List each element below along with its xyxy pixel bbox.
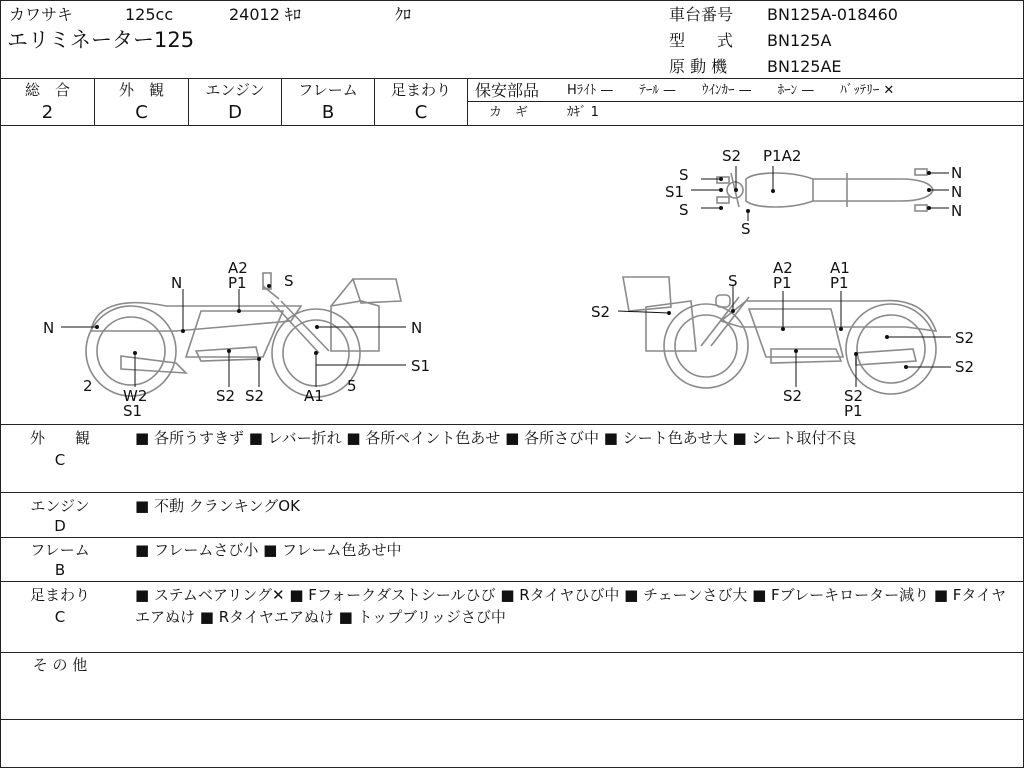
label-left-w2: W2 [123,387,148,405]
engine-model-label: 原 動 機 [669,57,728,76]
label-left-2: 2 [83,377,93,395]
section-suspension-text: ■ ステムベアリング✕ ■ Fフォークダストシールひび ■ Rタイヤひび中 ■ チェーンさび大 ■ Fブレーキローター減り ■ Fタイヤエアぬけ ■ Rタイヤエアぬけ ■ トップブリッジさび中 [135,586,1007,626]
key-label: カ ギ [489,105,529,120]
grade-total: 2 [41,102,54,123]
grade-frame-label: フレーム [298,81,358,99]
section-exterior-text: ■ 各所うすきず ■ レバー折れ ■ 各所ペイント色あせ ■ 各所さび中 ■ シート色あせ大 ■ シート取付不良 [135,429,857,447]
label-left-s2-2: S2 [245,387,265,405]
label-left-p1: P1 [228,274,247,292]
label-left-n-3: N [411,319,423,337]
section-exterior-title: 外 観 [29,429,90,447]
label-top-n-2: N [951,183,963,201]
label-right-s2-3: S2 [955,358,975,376]
model-name: エリミネーター125 [7,28,195,52]
label-left-s1: S1 [411,357,431,375]
frame-number: BN125A-018460 [767,5,898,24]
grade-suspension: C [414,102,428,123]
safety-parts-items: Hﾗｲﾄ — ﾃｰﾙ — ｳｲﾝｶｰ — ﾎｰﾝ — ﾊﾞｯﾃﾘｰ ✕ [567,83,895,98]
maker: カワサキ [9,5,74,24]
section-engine-text: ■ 不動 クランキングOK [135,497,300,515]
label-right-p1-3: P1 [844,402,863,420]
section-engine-title: エンジン [30,497,90,515]
grade-suspension-label: 足まわり [390,81,451,99]
label-right-s2-4: S2 [783,387,803,405]
model-type-label: 型 式 [669,31,734,50]
section-frame-title: フレーム [30,541,90,559]
label-right-s2-5: S2 [844,387,864,405]
model-type: BN125A [767,31,832,50]
label-left-a2: A2 [228,259,248,277]
label-left-a1: A1 [304,387,324,405]
grade-engine-label: エンジン [205,81,265,99]
engine-model: BN125AE [767,57,842,76]
label-left-n-1: N [171,274,183,292]
grade-total-label: 総 合 [24,81,70,99]
motorcycle-right-side-icon [623,277,936,394]
label-top-s2: S2 [722,147,742,165]
section-frame-text: ■ フレームさび小 ■ フレーム色あせ中 [135,541,402,559]
section-engine-grade: D [54,517,66,535]
label-top-s-3: S [741,220,751,238]
label-right-a2: A2 [773,259,793,277]
grade-exterior: C [135,102,148,123]
label-top-s-1: S [679,166,689,184]
safety-parts-label: 保安部品 [475,81,540,100]
damage-diagram [1,1,1023,424]
mileage: 24012 ｷﾛ [229,5,301,24]
label-top-s1: S1 [665,183,685,201]
section-suspension-title: 足まわり [29,586,90,604]
label-right-s2-2: S2 [955,329,975,347]
section-suspension-grade: C [54,608,66,626]
color: ｸﾛ [395,5,412,24]
label-right-p1-2: P1 [830,274,849,292]
section-other-title: そ の 他 [32,656,88,674]
label-top-p1a2: P1A2 [763,147,802,165]
label-left-5: 5 [347,377,357,395]
label-right-a1: A1 [830,259,850,277]
label-top-n-3: N [951,202,963,220]
displacement: 125cc [125,5,174,24]
label-right-s: S [728,272,738,290]
label-top-n-1: N [951,164,963,182]
label-left-s1-2: S1 [123,402,143,420]
label-left-s: S [284,272,294,290]
grade-frame: B [321,102,335,123]
section-frame-grade: B [54,561,66,579]
motorcycle-top-view-icon [717,169,933,211]
key-count: ｶｷﾞ 1 [567,105,599,120]
label-left-s2-1: S2 [216,387,236,405]
frame-number-label: 車台番号 [669,5,734,24]
label-right-p1: P1 [773,274,792,292]
grade-exterior-label: 外 観 [118,81,164,99]
label-right-s2-1: S2 [591,303,611,321]
grade-engine: D [228,102,242,123]
label-top-s-2: S [679,201,689,219]
section-exterior-grade: C [54,451,66,469]
label-left-n-2: N [43,319,55,337]
